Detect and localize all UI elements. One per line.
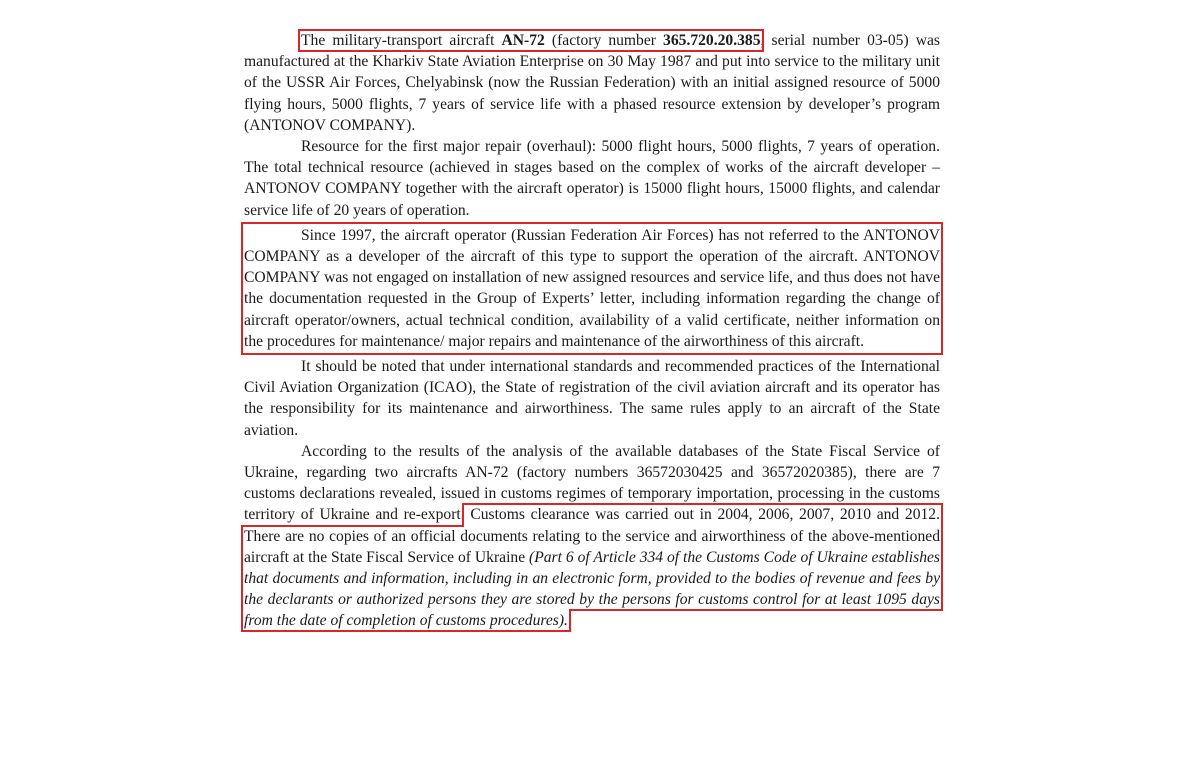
- paragraph-customs: [244, 441, 940, 632]
- customs-clearance-text: Customs clearance was carried out in 2004, 2006, 2007, 2010 and 2012. There are no copies of an official documents relating to the service and airworthiness of the above-mentioned aircraft at the State Fiscal Service of Ukraine: [244, 506, 940, 566]
- paragraph-resource: Resource for the first major repair (overhaul): 5000 flight hours, 5000 flights, 7 years of operation. The total technical resource (achieved in stages based on the complex of works of the aircraft developer – ANTONOV COMPANY together with the aircraft operator) is 15000 flight hours, 15000 flights, and calendar service life of 20 years of operation.: [244, 138, 940, 219]
- paragraph-aircraft-info: [244, 30, 940, 136]
- document-page: [244, 30, 940, 632]
- highlighted-customs-clearance: [244, 506, 940, 629]
- factory-number: 365.720.20.385: [663, 32, 761, 49]
- aircraft-details-text: , serial number 03-05) was manufactured at the Kharkiv State Aviation Enterprise on 30 May 1987 and put into service to the military unit of the USSR Air Forces, Chelyabinsk (now the Russian Federation) with an initial assigned resource of 5000 flying hours, 5000 flights, 7 years of service life with a phased resource extension by developer’s program (ANTONOV COMPANY).: [244, 32, 940, 134]
- customs-analysis-text: According to the results of the analysis of the available databases of the State Fiscal Service of Ukraine, regarding two aircrafts AN-72 (factory numbers 36572030425 and 36572020385), there are 7 customs declarations revealed, issued in customs regimes of temporary importation, processing in the customs territory of Ukraine and re-export.: [244, 442, 940, 524]
- paragraph-highlighted-antonov: Since 1997, the aircraft operator (Russian Federation Air Forces) has not referred to the ANTONOV COMPANY as a developer of the aircraft of this type to support the operation of the aircraft. ANTONOV COMPANY was not engaged on installation of new assigned resources and service life, and thus does not have the documentation requested in the Group of Experts’ letter, including information regarding the change of aircraft operator/owners, actual technical condition, availability of a valid certificate, neither information on the procedures for maintenance/ major repairs and maintenance of the airworthiness of this aircraft.: [244, 225, 940, 352]
- aircraft-model: AN-72: [501, 32, 545, 49]
- factory-number-label: (factory number: [544, 32, 664, 49]
- customs-code-italic-text: (Part 6 of Article 334 of the Customs Code of Ukraine establishes that documents and information, including in an electronic form, provided to the bodies of revenue and fees by the declarants or authorized persons they are stored by the persons for customs control for at least 1095 days from the date of completion of customs procedures).: [244, 548, 940, 630]
- paragraph-icao: It should be noted that under international standards and recommended practices of the International Civil Aviation Organization (ICAO), the State of registration of the civil aviation aircraft and its operator has the responsibility for its maintenance and airworthiness. The same rules apply to an aircraft of the State aviation.: [244, 358, 940, 439]
- aircraft-intro-text: The military-transport aircraft: [301, 32, 502, 49]
- highlighted-aircraft-id: [301, 32, 761, 49]
